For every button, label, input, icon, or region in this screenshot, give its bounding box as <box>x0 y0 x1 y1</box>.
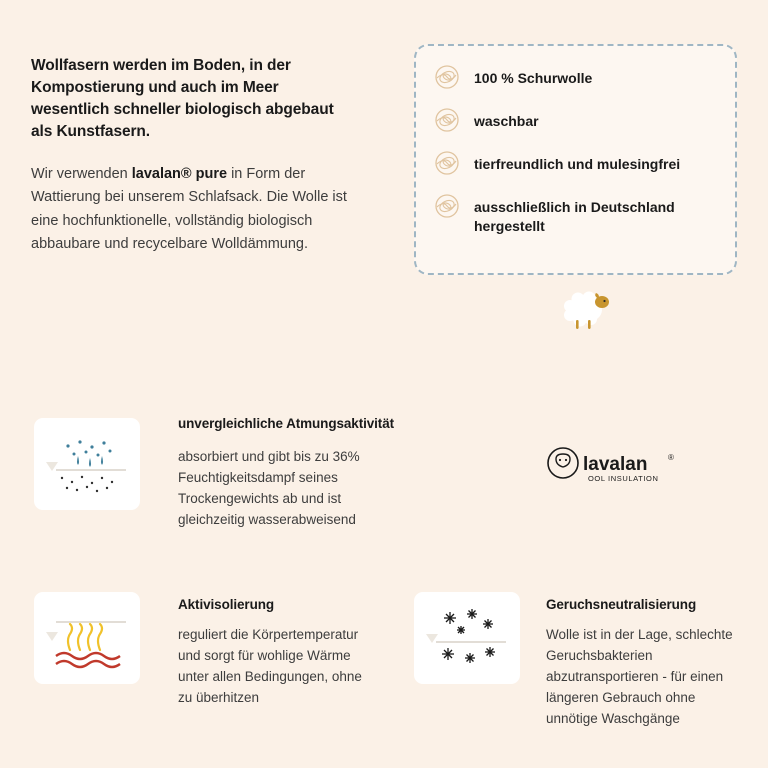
breathability-icon-tile <box>34 418 140 510</box>
wool-ball-icon <box>434 150 460 176</box>
features-card <box>414 44 737 275</box>
logo-wordmark: lavalan <box>583 454 648 475</box>
active-insulation-icon <box>34 592 140 684</box>
section-body-odour: Wolle ist in der Lage, schlechte Geruchsbakterien abzutransportieren - für einen längeren Gebrauch ohne unnötige Waschgänge <box>546 627 733 726</box>
lavalan-logo <box>546 445 680 487</box>
feature-item <box>434 109 717 133</box>
wool-ball-icon <box>434 64 460 90</box>
logo-registered-mark: ® <box>668 453 674 462</box>
active-insulation-icon-tile <box>34 592 140 684</box>
logo-tagline: OOL INSULATION <box>588 474 659 483</box>
brand-name: lavalan® pure <box>131 166 228 182</box>
section-body-active-insulation: reguliert die Körpertemperatur und sorgt für wohlige Wärme unter allen Bedingungen, ohne zu überhitzen <box>178 627 362 705</box>
feature-label: waschbar <box>474 113 539 129</box>
intro-text-before: Wir verwenden <box>31 166 132 182</box>
odour-neutralisation-icon <box>414 592 520 684</box>
wool-ball-icon <box>434 107 460 133</box>
feature-label: tierfreundlich und mulesingfrei <box>474 156 681 172</box>
intro-paragraph <box>31 163 349 257</box>
sheep-illustration <box>556 288 620 334</box>
section-title-odour: Geruchsneutralisierung <box>546 597 697 612</box>
feature-label: 100 % Schurwolle <box>474 70 593 86</box>
feature-item <box>434 66 717 90</box>
section-title-active-insulation: Aktivisolierung <box>178 597 275 612</box>
feature-label: ausschließlich in Deutschland hergestellt <box>474 199 675 234</box>
section-body-breathability: absorbiert und gibt bis zu 36% Feuchtigkeitsdampf seines Trockengewichts ab und ist gleichzeitig wasserabweisend <box>178 449 360 527</box>
feature-item <box>434 152 717 176</box>
odour-neutralisation-icon-tile <box>414 592 520 684</box>
breathability-icon <box>34 418 140 510</box>
feature-item <box>434 195 717 235</box>
intro-text-after: in Form der Wattierung bei unserem Schlafsack. Die Wolle ist eine hochfunktionelle, vollständig biologisch abbaubare und recycelbare Wolldämmung. <box>31 166 347 253</box>
page-headline: Wollfasern werden im Boden, in der Kompostierung und auch im Meer wesentlich schneller biologisch abgebaut als Kunstfasern. <box>31 57 334 140</box>
wool-ball-icon <box>434 193 460 219</box>
section-title-breathability: unvergleichliche Atmungsaktivität <box>178 416 395 431</box>
